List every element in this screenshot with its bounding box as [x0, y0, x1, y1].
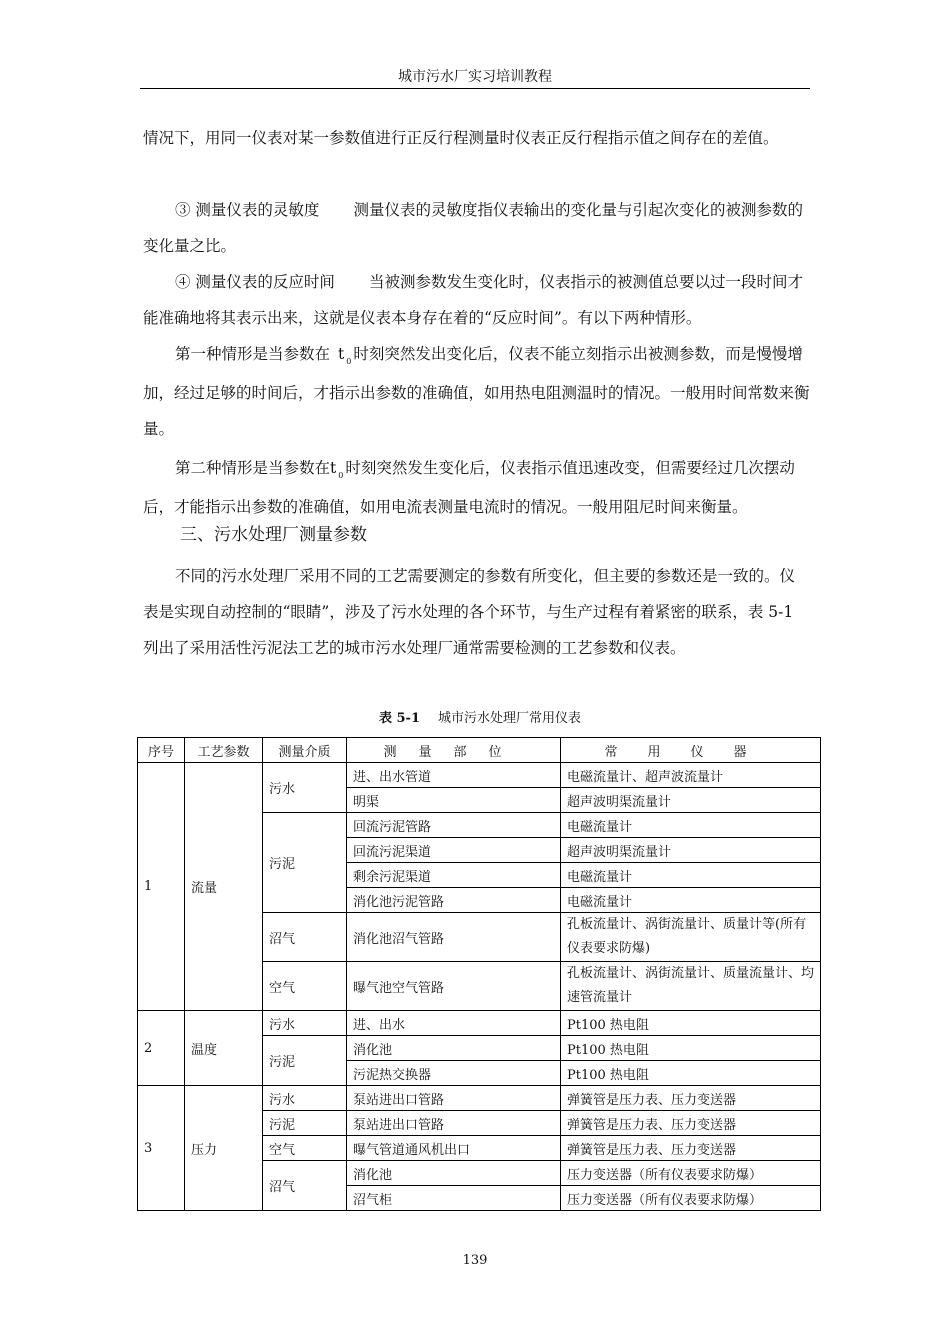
header-rule — [140, 88, 810, 89]
cell-location: 泵站进出口管路 — [347, 1111, 561, 1136]
second-case-t: t — [330, 459, 337, 477]
cell-location: 消化池污泥管路 — [347, 888, 561, 913]
cell-medium: 空气 — [263, 1136, 347, 1161]
first-case-text-b: 时刻突然发出变化后，仪表不能立刻指示出被测参数，而是慢慢增加，经过足够的时间后，才指示出参数的准确值，如用热电阻测温时的情况。一般用时间常数来衡量。 — [143, 345, 810, 438]
cell-param: 流量 — [185, 763, 263, 1011]
cell-seq: 2 — [138, 1011, 185, 1086]
response-time-text: 当被测参数发生变化时，仪表指示的被测值总要以过一段时间才能准确地将其表示出来，这就是仪表本身存在着的“反应时间”。有以下两种情形。 — [143, 273, 803, 327]
cell-instrument: 超声波明渠流量计 — [561, 788, 821, 813]
cell-medium: 污泥 — [263, 1111, 347, 1136]
page-number: 139 — [462, 1253, 488, 1268]
header-medium: 测量介质 — [263, 738, 347, 763]
second-case-text-b: 时刻突然发生变化后，仪表指示值迅速改变，但需要经过几次摆动后，才能指示出参数的准确值，如用电流表测量电流时的情况。一般用阻尼时间来衡量。 — [143, 459, 795, 516]
parameters-text: 不同的污水处理厂采用不同的工艺需要测定的参数有所变化，但主要的参数还是一致的。仪表是实现自动控制的“眼睛”，涉及了污水处理的各个环节，与生产过程有着紧密的联系，表 5-1 列出了采用活性污泥法工艺的城市污水处理厂通常需要检测的工艺参数和仪表。 — [143, 567, 796, 657]
cell-medium: 沼气 — [263, 1161, 347, 1211]
cell-location: 回流污泥渠道 — [347, 838, 561, 863]
table-title: 城市污水处理厂常用仪表 — [438, 711, 582, 726]
cell-instrument: Pt100 热电阻 — [561, 1011, 821, 1036]
paragraph-hysteresis: 情况下，用同一仪表对某一参数值进行正反行程测量时仪表正反行程指示值之间存在的差值。 — [143, 129, 779, 147]
table-caption — [140, 708, 820, 730]
first-case-subscript: 0 — [346, 357, 352, 366]
cell-medium: 污水 — [263, 1086, 347, 1111]
cell-param: 压力 — [185, 1086, 263, 1211]
first-case-text-a: 第一种情形是当参数在 — [175, 345, 331, 363]
table-row — [138, 1011, 821, 1036]
cell-medium: 污泥 — [263, 1036, 347, 1086]
cell-instrument: 电磁流量计 — [561, 888, 821, 913]
header-seq: 序号 — [138, 738, 185, 763]
cell-location: 污泥热交换器 — [347, 1061, 561, 1086]
cell-location: 剩余污泥渠道 — [347, 863, 561, 888]
paragraph-sensitivity — [143, 192, 810, 264]
table-number: 表 5-1 — [378, 711, 420, 726]
cell-instrument: 电磁流量计、超声波流量计 — [561, 763, 821, 788]
paragraph-response-time — [143, 264, 810, 336]
cell-instrument: Pt100 热电阻 — [561, 1036, 821, 1061]
table-header-row — [138, 738, 821, 763]
cell-location: 进、出水管道 — [347, 763, 561, 788]
cell-location: 曝气池空气管路 — [347, 962, 561, 1011]
response-time-term: ④ 测量仪表的反应时间 — [175, 273, 335, 291]
cell-param: 温度 — [185, 1011, 263, 1086]
second-case-text-a: 第二种情形是当参数在 — [175, 459, 331, 477]
table-row — [138, 763, 821, 788]
cell-seq: 1 — [138, 763, 185, 1011]
cell-location: 消化池沼气管路 — [347, 913, 561, 962]
cell-instrument: 弹簧管是压力表、压力变送器 — [561, 1086, 821, 1111]
cell-instrument: 压力变送器（所有仪表要求防爆） — [561, 1186, 821, 1211]
second-case-subscript: 0 — [338, 471, 344, 480]
cell-location: 回流污泥管路 — [347, 813, 561, 838]
cell-location: 沼气柜 — [347, 1186, 561, 1211]
cell-location: 消化池 — [347, 1161, 561, 1186]
header-location: 测量部位 — [347, 738, 561, 763]
sensitivity-term: ③ 测量仪表的灵敏度 — [175, 201, 320, 219]
cell-location: 明渠 — [347, 788, 561, 813]
cell-medium: 空气 — [263, 962, 347, 1011]
running-header: 城市污水厂实习培训教程 — [398, 69, 552, 85]
cell-instrument: Pt100 热电阻 — [561, 1061, 821, 1086]
cell-instrument: 弹簧管是压力表、压力变送器 — [561, 1136, 821, 1161]
instrument-table — [137, 737, 821, 1211]
sensitivity-text: 测量仪表的灵敏度指仪表输出的变化量与引起次变化的被测参数的变化量之比。 — [143, 201, 803, 255]
cell-location: 进、出水 — [347, 1011, 561, 1036]
cell-instrument: 电磁流量计 — [561, 813, 821, 838]
paragraph-second-case — [143, 450, 810, 525]
first-case-t: t — [338, 345, 345, 363]
cell-instrument: 弹簧管是压力表、压力变送器 — [561, 1111, 821, 1136]
cell-location: 曝气管道通风机出口 — [347, 1136, 561, 1161]
cell-seq: 3 — [138, 1086, 185, 1211]
cell-medium: 污泥 — [263, 813, 347, 913]
cell-instrument: 孔板流量计、涡街流量计、质量流量计、均速管流量计 — [561, 962, 821, 1011]
table-row — [138, 1086, 821, 1111]
cell-location: 泵站进出口管路 — [347, 1086, 561, 1111]
cell-instrument: 超声波明渠流量计 — [561, 838, 821, 863]
cell-medium: 沼气 — [263, 913, 347, 962]
cell-instrument: 孔板流量计、涡街流量计、质量计等(所有仪表要求防爆) — [561, 913, 821, 962]
cell-medium: 污水 — [263, 1011, 347, 1036]
cell-location: 消化池 — [347, 1036, 561, 1061]
cell-medium: 污水 — [263, 763, 347, 813]
cell-instrument: 电磁流量计 — [561, 863, 821, 888]
header-param: 工艺参数 — [185, 738, 263, 763]
paragraph-first-case — [143, 336, 810, 447]
header-instrument: 常用仪器 — [561, 738, 821, 763]
cell-instrument: 压力变送器（所有仪表要求防爆） — [561, 1161, 821, 1186]
paragraph-parameters — [143, 558, 810, 666]
section-heading: 三、污水处理厂测量参数 — [180, 525, 367, 545]
